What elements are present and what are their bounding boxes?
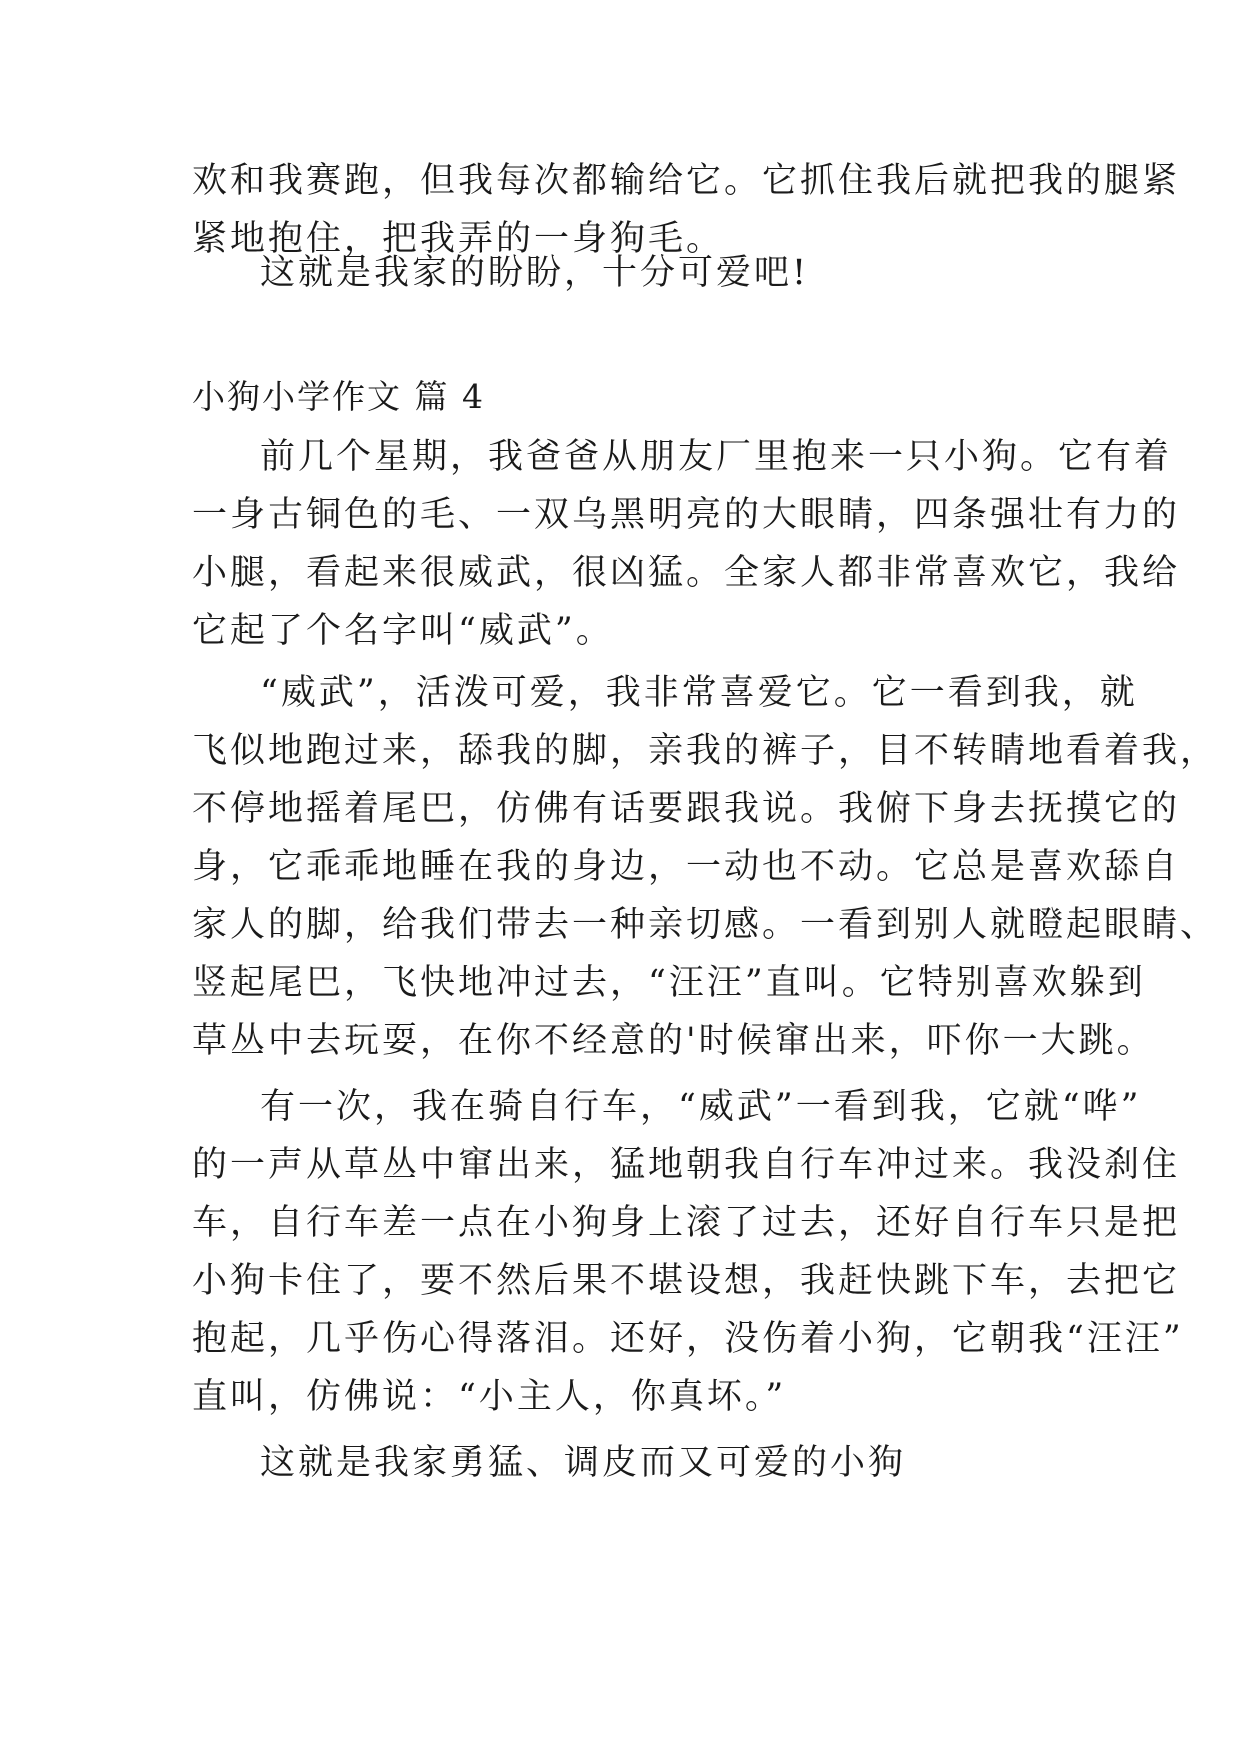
section-title-text: 小狗小学作文 篇 4: [192, 377, 485, 416]
text-line: 这就是我家勇猛、调皮而又可爱的小狗: [260, 1443, 907, 1483]
paragraph-2: [192, 664, 1219, 1070]
text-line: 直叫，仿佛说：“小主人，你真坏。”: [192, 1377, 787, 1417]
text-line: 一身古铜色的毛、一双乌黑明亮的大眼睛，四条强壮有力的: [192, 495, 1181, 535]
text-line: 前几个星期，我爸爸从朋友厂里抱来一只小狗。它有着: [260, 437, 1173, 477]
text-line: 欢和我赛跑，但我每次都输给它。它抓住我后就把我的腿紧: [192, 161, 1181, 201]
text-line: 紧地抱住，把我弄的一身狗毛。: [192, 219, 725, 259]
text-line: 车，自行车差一点在小狗身上滚了过去，还好自行车只是把: [192, 1203, 1181, 1243]
text-line: 小腿，看起来很威武，很凶猛。全家人都非常喜欢它，我给: [192, 553, 1181, 593]
paragraph-1: [192, 428, 1181, 660]
text-line: 不停地摇着尾巴，仿佛有话要跟我说。我俯下身去抚摸它的: [192, 789, 1181, 829]
text-line: 这就是我家的盼盼，十分可爱吧!: [260, 253, 810, 293]
text-line: 身，它乖乖地睡在我的身边，一动也不动。它总是喜欢舔自: [192, 847, 1181, 887]
text-line: 小狗卡住了，要不然后果不堪设想，我赶快跳下车，去把它: [192, 1261, 1181, 1301]
text-line: 竖起尾巴，飞快地冲过去，“汪汪”直叫。它特别喜欢躲到: [192, 963, 1146, 1003]
text-line: 抱起，几乎伤心得落泪。还好，没伤着小狗，它朝我“汪汪”: [192, 1319, 1184, 1359]
text-line: 飞似地跑过来，舔我的脚，亲我的裤子，目不转睛地看着我，: [192, 731, 1219, 771]
text-line: 有一次，我在骑自行车，“威武”一看到我，它就“哗”: [260, 1087, 1142, 1127]
text-line: “威武”，活泼可爱，我非常喜爱它。它一看到我，就: [260, 673, 1138, 713]
section-title: [192, 368, 1056, 426]
paragraph-4: [192, 1434, 1056, 1492]
text-line: 草丛中去玩耍，在你不经意的'时候窜出来，吓你一大跳。: [192, 1021, 1155, 1061]
text-line: 的一声从草丛中窜出来，猛地朝我自行车冲过来。我没刹住: [192, 1145, 1181, 1185]
text-line: 它起了个名字叫“威武”。: [192, 611, 614, 651]
text-line: 家人的脚，给我们带去一种亲切感。一看到别人就瞪起眼睛、: [192, 905, 1219, 945]
paragraph-3: [192, 1078, 1184, 1426]
continuation-closing: [192, 244, 1056, 302]
